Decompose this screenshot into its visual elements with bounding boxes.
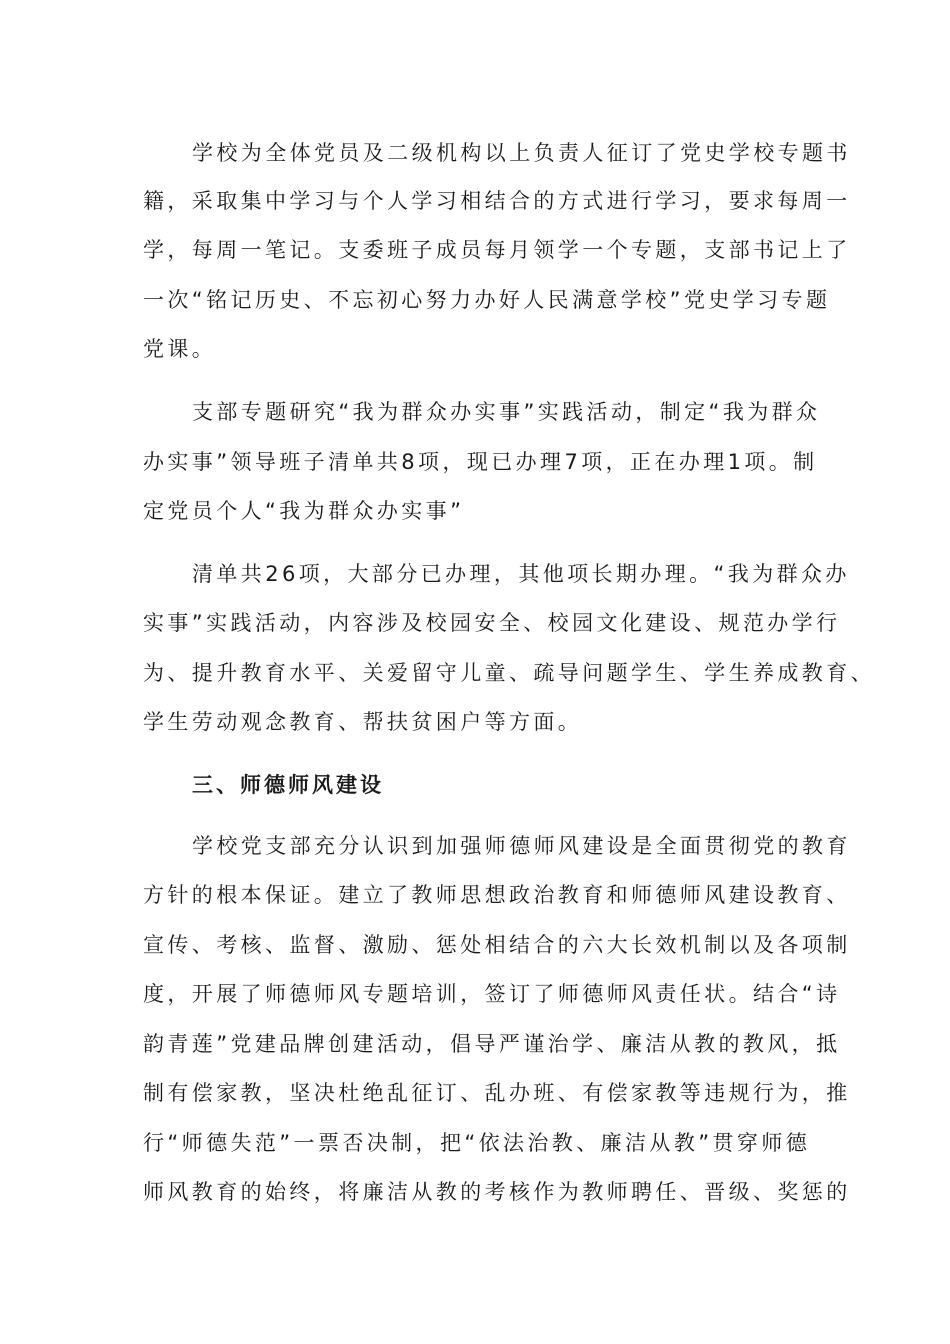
- paragraph-4-line-1: 学校党支部充分认识到加强师德师风建设是全面贯彻党的教育: [192, 834, 851, 858]
- paragraph-2-line-3: 定党员个人“我为群众办实事”: [143, 499, 465, 523]
- paragraph-1-line-5: 党课。: [143, 337, 217, 361]
- paragraph-4-line-4: 度，开展了师德师风专题培训，签订了师德师风责任状。结合“诗: [143, 982, 841, 1006]
- paragraph-3-line-3: 为、提升教育水平、关爱留守儿童、疏导问题学生、学生养成教育、: [143, 661, 875, 685]
- paragraph-1-line-2: 籍，采取集中学习与个人学习相结合的方式进行学习，要求每周一: [143, 189, 851, 213]
- paragraph-4-line-5: 韵青莲”党建品牌创建活动，倡导严谨治学、廉洁从教的教风，抵: [143, 1032, 841, 1056]
- paragraph-4-line-6: 制有偿家教，坚决杜绝乱征订、乱办班、有偿家教等违规行为，推: [143, 1081, 851, 1105]
- paragraph-2-line-2: 办实事”领导班子清单共8项，现已办理7项，正在办理1项。制: [143, 450, 818, 474]
- paragraph-1-line-1: 学校为全体党员及二级机构以上负责人征订了党史学校专题书: [192, 141, 851, 165]
- paragraph-4-line-2: 方针的根本保证。建立了教师思想政治教育和师德师风建设教育、: [143, 883, 851, 907]
- paragraph-1-line-4: 一次“铭记历史、不忘初心努力办好人民满意学校”党史学习专题: [143, 288, 831, 312]
- paragraph-1-line-3: 学，每周一笔记。支委班子成员每月领学一个专题，支部书记上了: [143, 238, 851, 262]
- paragraph-4-line-7: 行“师德失范”一票否决制，把“依法治教、廉洁从教”贯穿师德: [143, 1131, 811, 1155]
- paragraph-4-line-3: 宣传、考核、监督、激励、惩处相结合的六大长效机制以及各项制: [143, 933, 851, 957]
- paragraph-2-line-1: 支部专题研究“我为群众办实事”实践活动，制定“我为群众: [192, 400, 821, 424]
- paragraph-3-line-1: 清单共26项，大部分已办理，其他项长期办理。“我为群众办: [192, 562, 850, 586]
- section-heading: 三、师德师风建设: [192, 773, 384, 797]
- paragraph-3-line-4: 学生劳动观念教育、帮扶贫困户等方面。: [143, 710, 583, 734]
- paragraph-3-line-2: 实事”实践活动，内容涉及校园安全、校园文化建设、规范办学行: [143, 611, 841, 635]
- paragraph-4-line-8: 师风教育的始终，将廉洁从教的考核作为教师聘任、晋级、奖惩的: [143, 1180, 851, 1204]
